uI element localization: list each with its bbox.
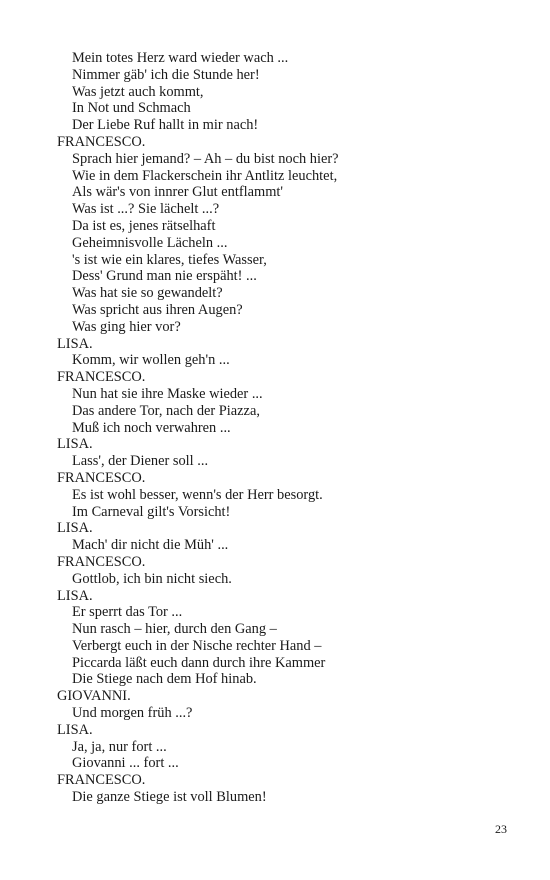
speaker-name: GIOVANNI. bbox=[57, 688, 131, 705]
speaker-name: LISA. bbox=[57, 335, 93, 352]
verse-line: Gottlob, ich bin nicht siech. bbox=[72, 570, 232, 587]
speaker-name: LISA. bbox=[57, 587, 93, 604]
verse-line: Er sperrt das Tor ... bbox=[72, 604, 183, 621]
verse-line: Dess' Grund man nie erspäht! ... bbox=[72, 268, 257, 285]
verse-line: Nimmer gäb' ich die Stunde her! bbox=[72, 66, 260, 83]
verse-line: Mein totes Herz ward wieder wach ... bbox=[72, 50, 289, 66]
speaker-name: FRANCESCO. bbox=[57, 772, 146, 789]
verse-line: Nun rasch – hier, durch den Gang – bbox=[72, 621, 277, 638]
verse-line: Ja, ja, nur fort ... bbox=[72, 738, 167, 755]
verse-line: Die Stiege nach dem Hof hinab. bbox=[72, 671, 257, 688]
verse-line: Komm, wir wollen geh'n ... bbox=[72, 352, 230, 369]
verse-line: Im Carneval gilt's Vorsicht! bbox=[72, 503, 231, 520]
play-text bbox=[57, 50, 497, 806]
verse-line: Und morgen früh ...? bbox=[72, 705, 193, 722]
verse-line: Die ganze Stiege ist voll Blumen! bbox=[72, 789, 267, 806]
verse-line: Sprach hier jemand? – Ah – du bist noch hier? bbox=[72, 150, 339, 167]
verse-line: Als wär's von innrer Glut entflammt' bbox=[72, 184, 284, 201]
verse-line: Giovanni ... fort ... bbox=[72, 755, 179, 772]
verse-line: Verbergt euch in der Nische rechter Hand – bbox=[72, 637, 322, 654]
verse-line: Der Liebe Ruf hallt in mir nach! bbox=[72, 117, 259, 134]
verse-line: 's ist wie ein klares, tiefes Wasser, bbox=[72, 251, 267, 268]
verse-line: Was spricht aus ihren Augen? bbox=[72, 301, 243, 318]
speaker-name: LISA. bbox=[57, 721, 93, 738]
verse-line: Was ging hier vor? bbox=[72, 318, 181, 335]
verse-line: Das andere Tor, nach der Piazza, bbox=[72, 402, 260, 419]
verse-line: Es ist wohl besser, wenn's der Herr besorgt. bbox=[72, 486, 323, 503]
verse-line: Da ist es, jenes rätselhaft bbox=[72, 217, 216, 234]
verse-line: Nun hat sie ihre Maske wieder ... bbox=[72, 385, 263, 402]
verse-line: Lass', der Diener soll ... bbox=[72, 453, 209, 470]
verse-line: Geheimnisvolle Lächeln ... bbox=[72, 234, 228, 251]
speaker-name: FRANCESCO. bbox=[57, 553, 146, 570]
verse-line: In Not und Schmach bbox=[72, 100, 191, 117]
speaker-name: FRANCESCO. bbox=[57, 469, 146, 486]
verse-line: Wie in dem Flackerschein ihr Antlitz leuchtet, bbox=[72, 167, 338, 184]
speaker-name: LISA. bbox=[57, 436, 93, 453]
speaker-name: LISA. bbox=[57, 520, 93, 537]
verse-line: Was jetzt auch kommt, bbox=[72, 83, 204, 100]
speaker-name: FRANCESCO. bbox=[57, 133, 146, 150]
speaker-name: FRANCESCO. bbox=[57, 369, 146, 386]
verse-line: Was ist ...? Sie lächelt ...? bbox=[72, 201, 220, 218]
verse-line: Muß ich noch verwahren ... bbox=[72, 419, 231, 436]
verse-line: Was hat sie so gewandelt? bbox=[72, 285, 223, 302]
page-number: 23 bbox=[495, 822, 507, 836]
verse-line: Piccarda läßt euch dann durch ihre Kammer bbox=[72, 654, 326, 671]
verse-line: Mach' dir nicht die Müh' ... bbox=[72, 537, 229, 554]
